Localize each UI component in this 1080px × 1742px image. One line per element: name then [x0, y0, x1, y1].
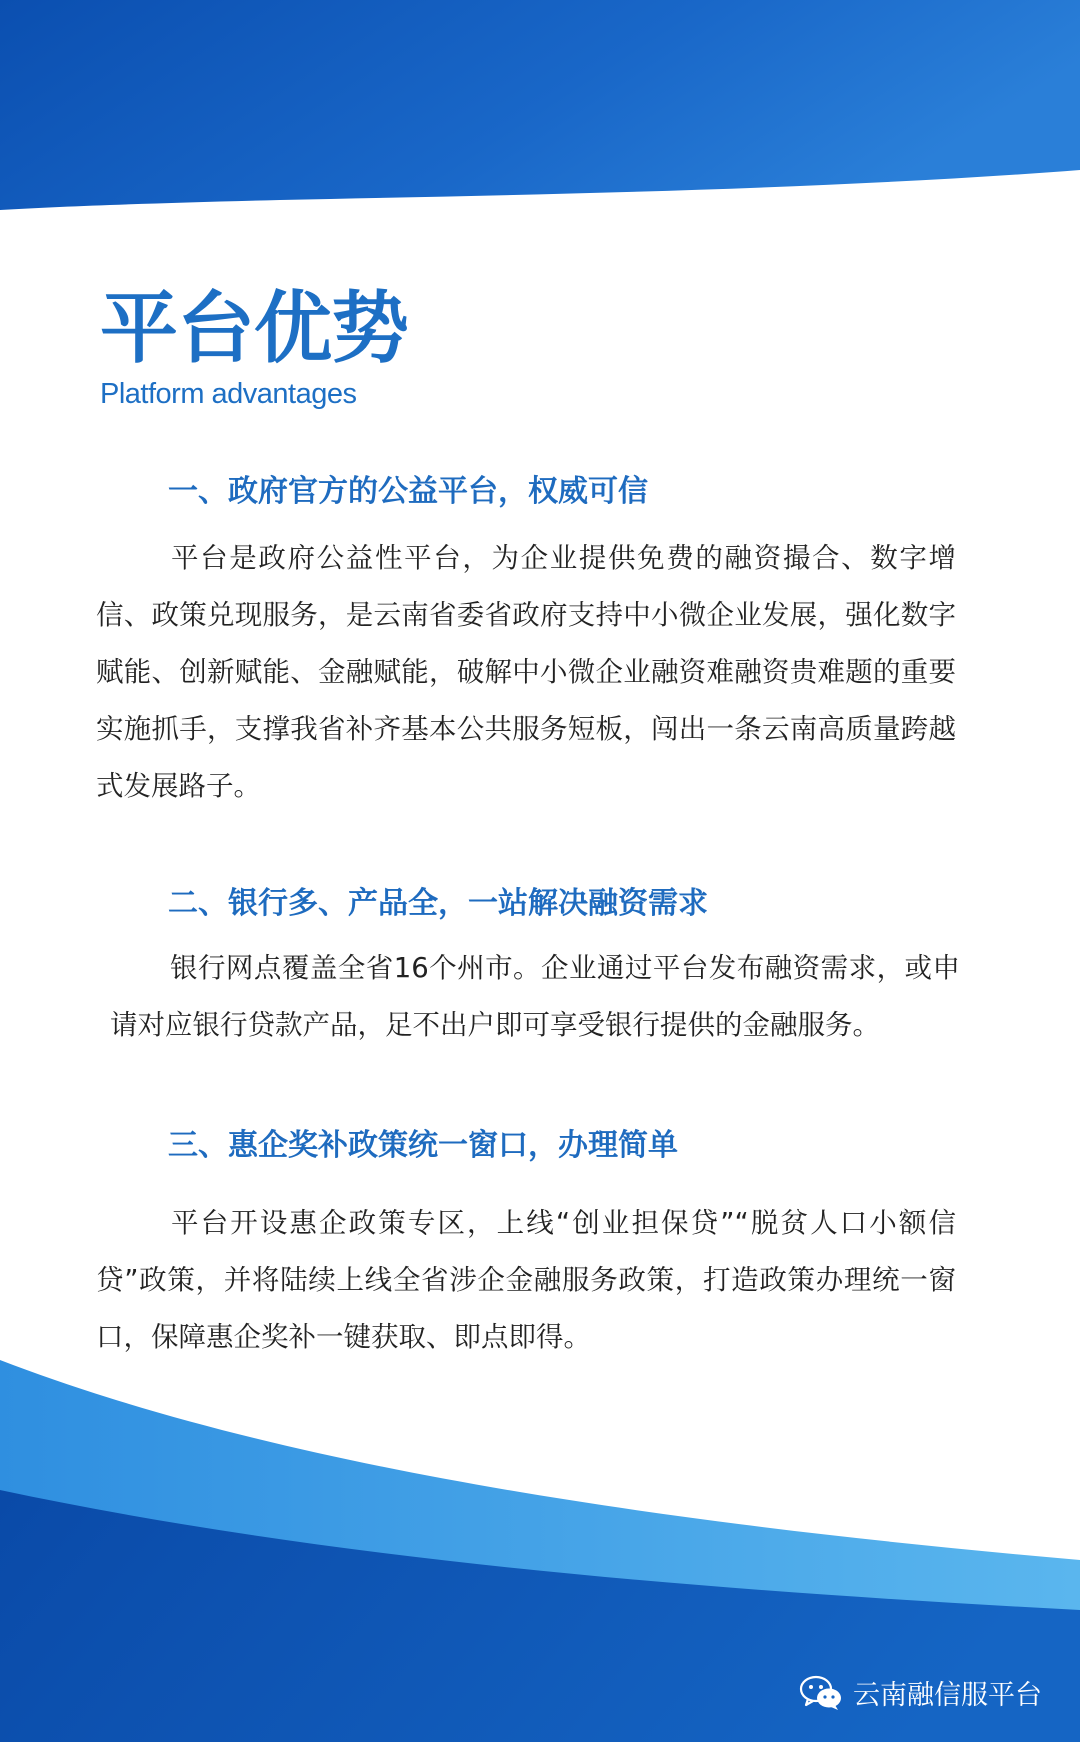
- footer-account[interactable]: [799, 1673, 1042, 1712]
- section-body-1: 平台是政府公益性平台，为企业提供免费的融资撮合、数字增信、政策兑现服务，是云南省委省政府支持中小微企业发展，强化数字赋能、创新赋能、金融赋能，破解中小微企业融资难融资贵难题的重要实施抓手，支撑我省补齐基本公共服务短板，闯出一条云南高质量跨越式发展路子。: [96, 542, 956, 802]
- wechat-icon: [799, 1675, 843, 1711]
- section-body-2: 银行网点覆盖全省16个州市。企业通过平台发布融资需求，或申请对应银行贷款产品，足不出户即可享受银行提供的金融服务。: [110, 952, 960, 1041]
- page-subtitle: Platform advantages: [100, 378, 357, 410]
- page-title: 平台优势: [100, 284, 409, 374]
- section-heading-2: 二、银行多、产品全，一站解决融资需求: [168, 886, 708, 921]
- footer-account-name: 云南融信服平台: [853, 1680, 1042, 1711]
- page-title-block: [100, 284, 409, 411]
- section-heading-1: 一、政府官方的公益平台，权威可信: [168, 474, 648, 509]
- section-body-3: 平台开设惠企政策专区，上线“创业担保贷”“脱贫人口小额信贷”政策，并将陆续上线全省涉企金融服务政策，打造政策办理统一窗口，保障惠企奖补一键获取、即点即得。: [96, 1207, 956, 1353]
- section-heading-3: 三、惠企奖补政策统一窗口，办理简单: [168, 1128, 678, 1163]
